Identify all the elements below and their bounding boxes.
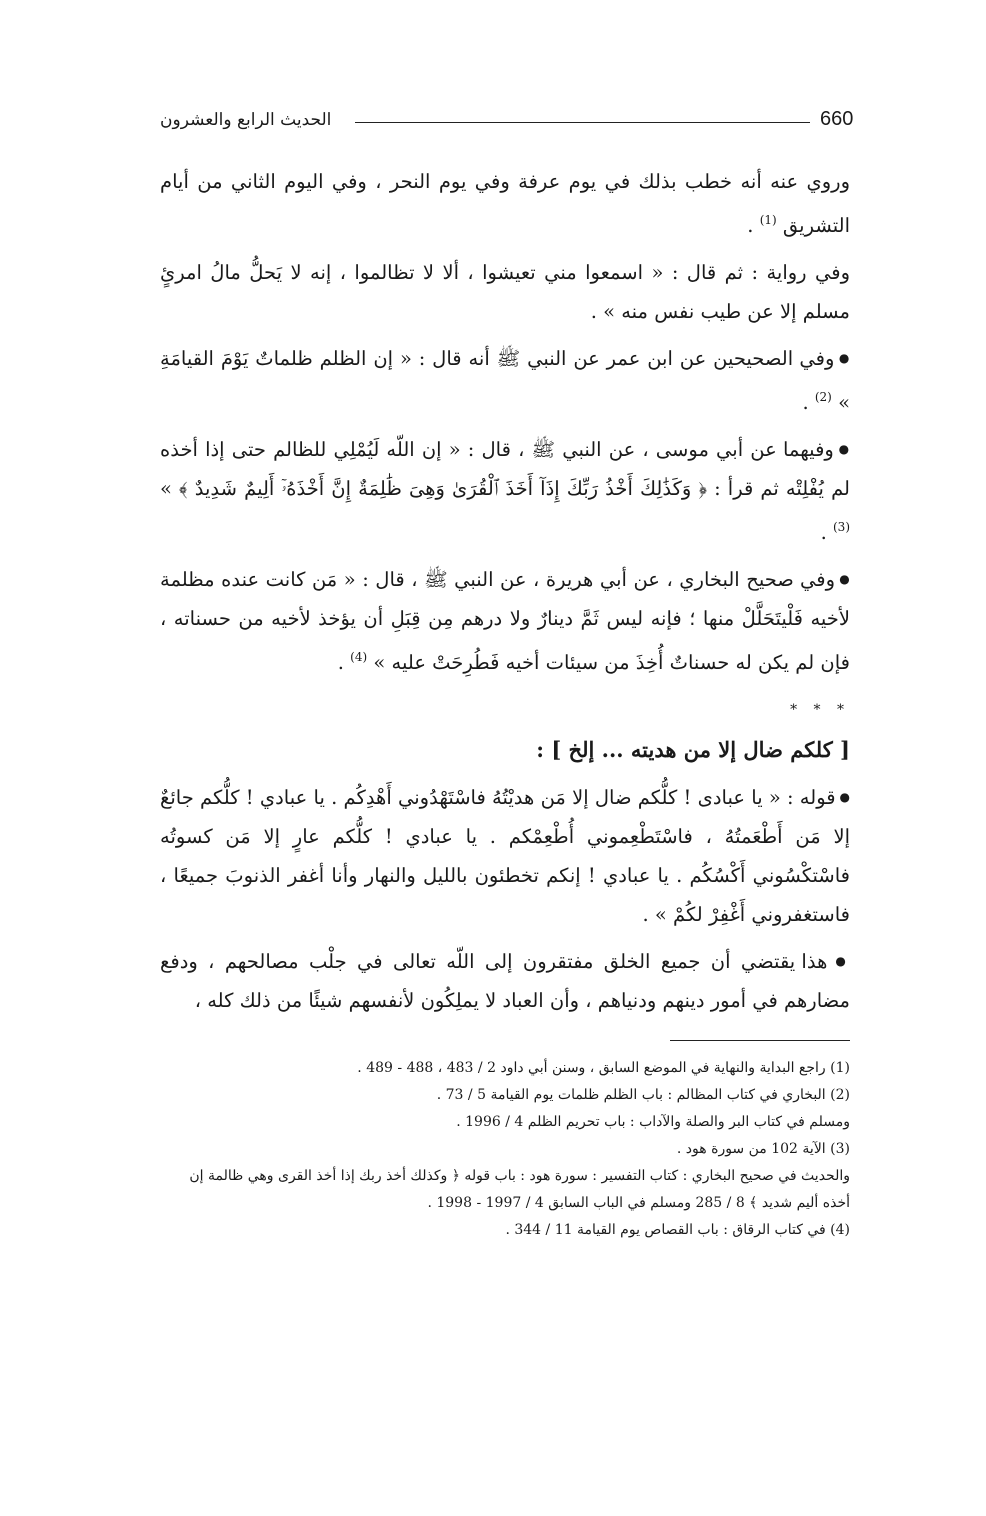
footnote: (1) راجع البداية والنهاية في الموضع السابق ، وسنن أبي داود 2 / 483 ، 488 - 489 . — [357, 1060, 850, 1076]
footnote: (4) في كتاب الرقاق : باب القصاص يوم القيامة 11 / 344 . — [505, 1222, 850, 1238]
section-heading: [ كلكم ضال إلا من هديته ... إلخ ] : — [536, 737, 850, 762]
main-text — [160, 162, 850, 1020]
chapter-title: الحديث الرابع والعشرون — [160, 110, 332, 130]
paragraph: ● هذا يقتضي أن جميع الخلق مفتقرون إلى اللّه تعالى في جلْب مصالحهم ، ودفع مضارهم في أمور دينهم ودنياهم ، وأن العباد لا يملِكُون لأنفسهم شيئًا من ذلك كله ، — [160, 942, 850, 1020]
footnote-ref[interactable]: (1) — [759, 213, 777, 227]
paragraph: ● وفي الصحيحين عن ابن عمر عن النبي ﷺ أنه قال : « إن الظلم ظلماتٌ يَوْمَ القيامَةِ » $^{(2)}$ . — [160, 339, 850, 422]
footnote-ref[interactable]: (4) — [350, 650, 368, 664]
page — [160, 100, 854, 1430]
page-number: 660 — [820, 108, 854, 130]
paragraph: وروي عنه أنه خطب بذلك في يوم عرفة وفي يوم النحر ، وفي اليوم الثاني من أيام التشريق $^{(1)}$ . — [160, 170, 850, 237]
paragraph: وفي رواية : ثم قال : « اسمعوا مني تعيشوا ، ألا لا تظالموا ، إنه لا يَحلُّ مالُ امرئٍ مسلم إلا عن طيب نفس منه » . — [160, 261, 850, 323]
footnotes — [160, 1055, 850, 1244]
footnote-rule — [670, 1040, 850, 1041]
footnote-ref[interactable]: (2) — [814, 390, 832, 404]
footnote-ref[interactable]: (3) — [832, 520, 850, 534]
footnote: (2) البخاري في كتاب المظالم : باب الظلم ظلمات يوم القيامة 5 / 73 . — [436, 1087, 850, 1103]
running-header — [160, 100, 854, 140]
section-separator: * * * — [790, 702, 850, 718]
paragraph: ● قوله : « يا عبادى ! كلُّكم ضال إلا مَن هديْتُهُ فاسْتَهْدُوني أَهْدِكُم . يا عبادي ! كلُّكم جائعٌ إلا مَن أَطْعَمتُهُ ، فاسْتَطْعِموني أُطْعِمْكم . يا عبادي ! كلُّكم عارٍ إلا مَن كسوتُه فاسْتكْسُوني أَكْسُكُم . يا عبادي ! إنكم تخطئون بالليل والنهار وأنا أغفر الذنوبَ جميعًا ، فاستغفروني أَغْفِرْ لكُمْ » . — [160, 778, 850, 934]
header-rule — [355, 122, 810, 123]
paragraph: ● وفي صحيح البخاري ، عن أبي هريرة ، عن النبي ﷺ ، قال : « مَن كانت عنده مظلمة لأخيه فَلْيتَحَلَّلْ منها ؛ فإنه ليس ثَمَّ دينارٌ ولا درهم مِن قِبَلِ أن يؤخذ لأخيه من حسناته ، فإن لم يكن له حسناتٌ أُخِذَ من سيئات أخيه فَطُرِحَتْ عليه » $^{(4)}$ . — [160, 560, 850, 682]
footnote: والحديث في صحيح البخاري : كتاب التفسير : سورة هود : باب قوله ﴿ وكذلك أخذ ربك إذا أخذ القرى وهي ظالمة إن أخذه أليم شديد ﴾ 8 / 285 ومسلم في الباب السابق 4 / 1997 - 1998 . — [189, 1168, 850, 1211]
footnote: ومسلم في كتاب البر والصلة والآداب : باب تحريم الظلم 4 / 1996 . — [456, 1114, 850, 1130]
footnote: (3) الآية 102 من سورة هود . — [676, 1141, 850, 1157]
paragraph: ● وفيهما عن أبي موسى ، عن النبي ﷺ ، قال : « إن اللّه لَيُمْلِي للظالم حتى إذا أخذه لم يُفْلِتْه ثم قرأ : ﴿ وَكَذَٰلِكَ أَخْذُ رَبِّكَ إِذَآ أَخَذَ ٱلْقُرَىٰ وَهِىَ ظَٰلِمَةٌ إِنَّ أَخْذَهُۥٓ أَلِيمٌ شَدِيدٌ ﴾ » $^{(3)}$ . — [160, 430, 850, 552]
